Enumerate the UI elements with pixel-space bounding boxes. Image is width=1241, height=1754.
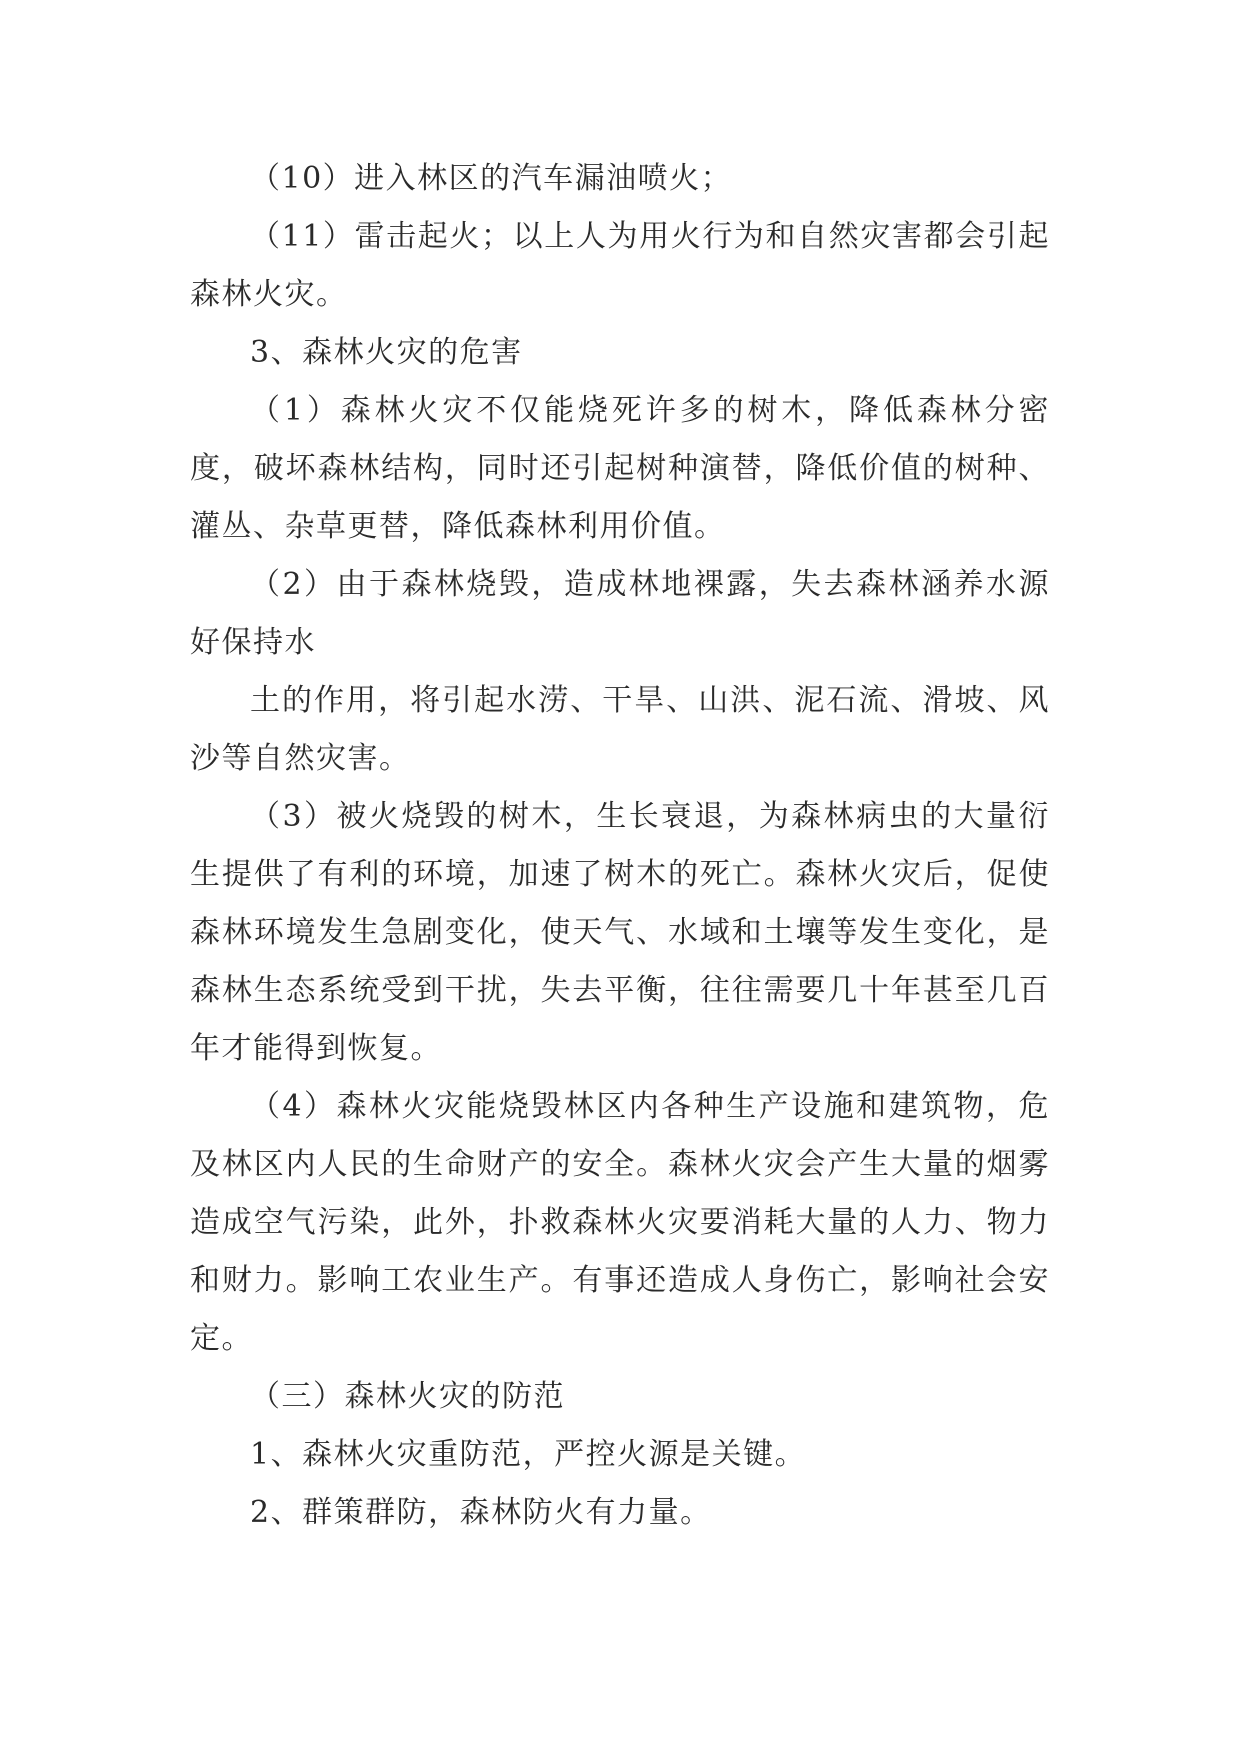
paragraph-hazard-4: （4）森林火灾能烧毁林区内各种生产设施和建筑物，危及林区内人民的生命财产的安全。森林火灾会产生大量的烟雾造成空气污染，此外，扑救森林火灾要消耗大量的人力、物力和财力。影响工农业生产。有事还造成人身伤亡，影响社会安定。 — [190, 1089, 1050, 1356]
paragraph-list-item-11: （11）雷击起火；以上人为用火行为和自然灾害都会引起森林火灾。 — [190, 219, 1050, 312]
paragraph-hazard-1: （1）森林火灾不仅能烧死许多的树木，降低森林分密度，破坏森林结构，同时还引起树种演替，降低价值的树种、灌丛、杂草更替，降低森林利用价值。 — [190, 393, 1050, 544]
section-heading-prevention: （三）森林火灾的防范 — [250, 1379, 565, 1414]
paragraph-prevention-1: 1、森林火灾重防范，严控火源是关键。 — [250, 1437, 807, 1472]
paragraph-hazard-3: （3）被火烧毁的树木，生长衰退，为森林病虫的大量衍生提供了有利的环境，加速了树木的死亡。森林火灾后，促使森林环境发生急剧变化，使天气、水域和土壤等发生变化，是森林生态系统受到干扰，失去平衡，往往需要几十年甚至几百年才能得到恢复。 — [190, 799, 1050, 1066]
paragraph-hazard-2-part-2: 土的作用，将引起水涝、干旱、山洪、泥石流、滑坡、风沙等自然灾害。 — [190, 683, 1050, 776]
paragraph-prevention-2: 2、群策群防，森林防火有力量。 — [250, 1495, 712, 1530]
document-body — [190, 150, 1050, 1542]
paragraph-list-item-10: （10）进入林区的汽车漏油喷火； — [250, 161, 733, 196]
section-heading-hazards: 3、森林火灾的危害 — [250, 335, 523, 370]
paragraph-hazard-2-part-1: （2）由于森林烧毁，造成林地裸露，失去森林涵养水源好保持水 — [190, 567, 1050, 660]
